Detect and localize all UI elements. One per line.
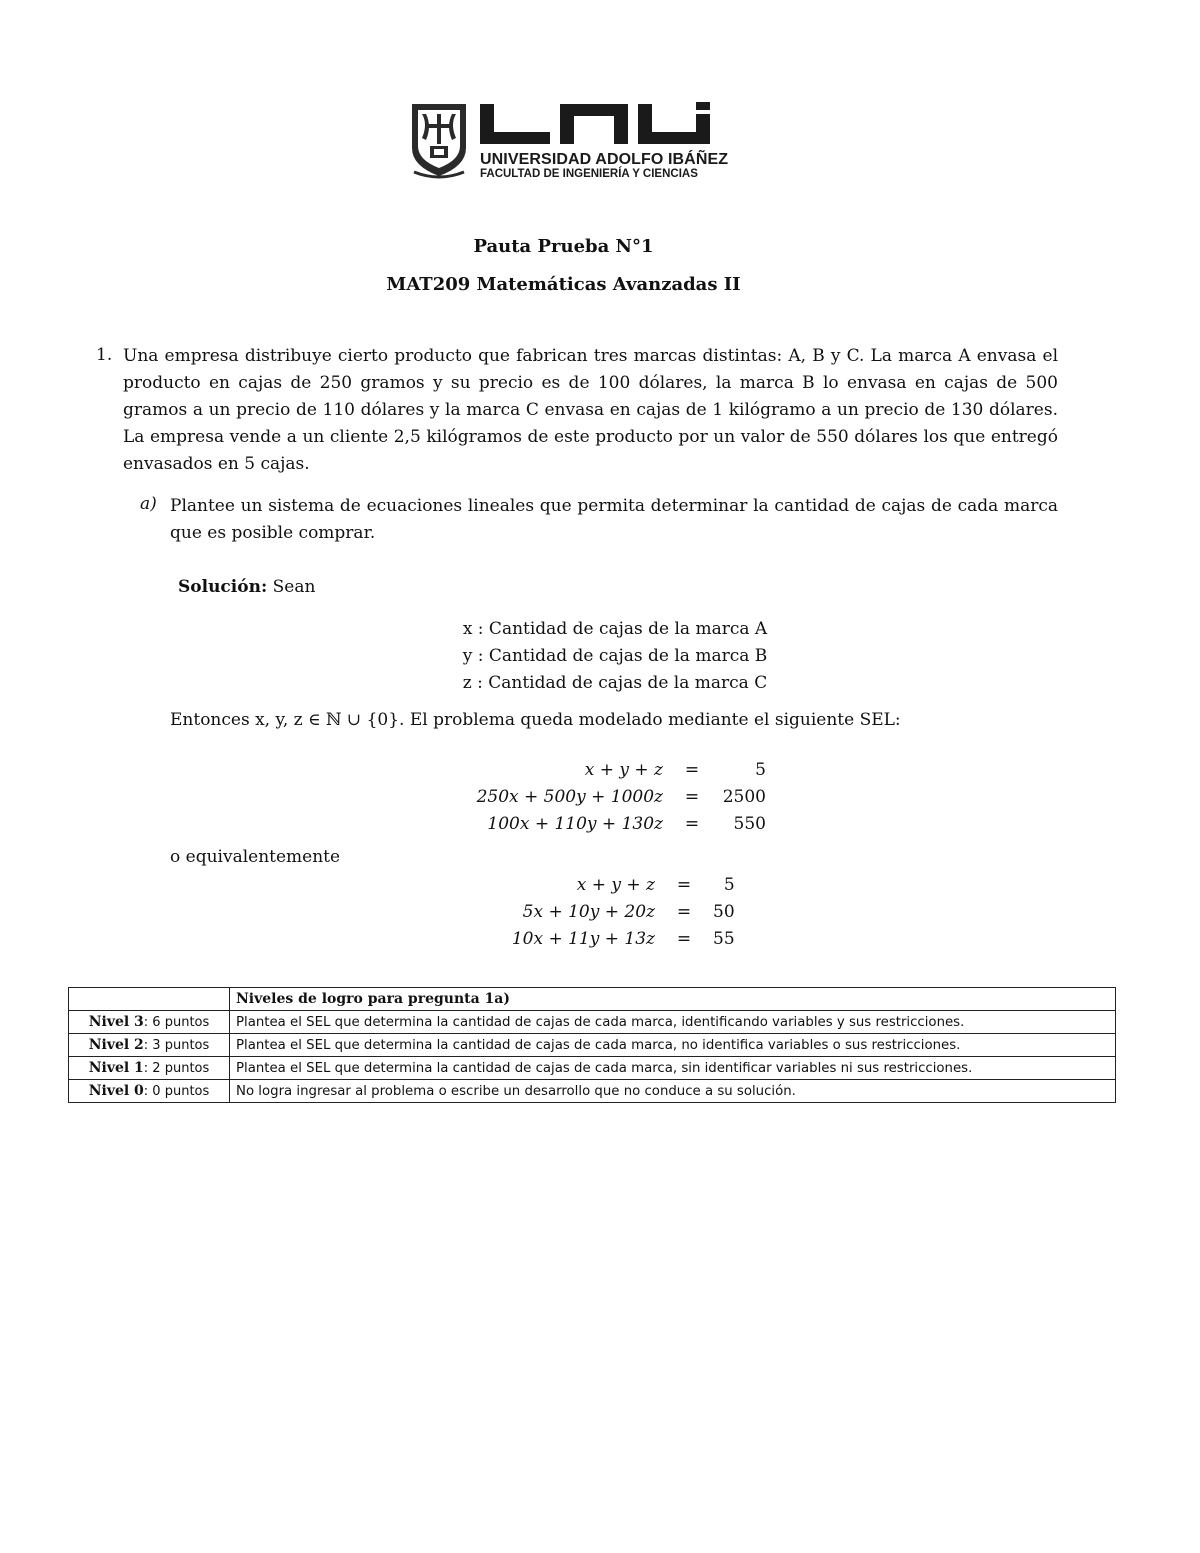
equation-lhs: 250x + 500y + 1000z	[476, 786, 663, 807]
equals-sign: =	[676, 928, 692, 949]
rubric-level-cell	[69, 1011, 230, 1034]
equation-row	[440, 810, 766, 837]
level-description: No logra ingresar al problema o escribe un desarrollo que no conduce a su solución.	[230, 1080, 1116, 1103]
university-logo	[408, 100, 728, 184]
equation-lhs: 5x + 10y + 20z	[522, 901, 655, 922]
rubric-header: Niveles de logro para pregunta 1a)	[230, 988, 1116, 1011]
level-description: Plantea el SEL que determina la cantidad de cajas de cada marca, no identifica variables o sus restricciones.	[230, 1034, 1116, 1057]
level-points: : 2 puntos	[143, 1061, 210, 1076]
equation-rhs: 5	[723, 874, 735, 895]
definition-x: x : Cantidad de cajas de la marca A	[462, 619, 768, 639]
question-text: Una empresa distribuye cierto producto que fabrican tres marcas distintas: A, B y C. La marca A envasa el producto en cajas de 250 gramos y su precio es de 100 dólares, la marca B lo envasa en cajas de 500 gramos a un precio de 110 dólares y la marca C envasa en cajas de 1 kilógramo a un precio de 130 dólares. La empresa vende a un cliente 2,5 kilógramos de este producto por un valor de 550 dólares los que entregó envasados en 5 cajas.	[123, 346, 1058, 474]
crest-icon	[408, 100, 470, 180]
rubric-corner-cell	[69, 988, 230, 1011]
equation-row	[440, 783, 766, 810]
equals-sign: =	[684, 759, 700, 780]
rubric-level-cell	[69, 1034, 230, 1057]
level-description: Plantea el SEL que determina la cantidad de cajas de cada marca, sin identificar variables ni sus restricciones.	[230, 1057, 1116, 1080]
equation-row	[440, 871, 735, 898]
equation-lhs: x + y + z	[584, 759, 663, 780]
rubric-level-cell	[69, 1080, 230, 1103]
level-description: Plantea el SEL que determina la cantidad de cajas de cada marca, identificando variables y sus restricciones.	[230, 1011, 1116, 1034]
equals-sign: =	[676, 874, 692, 895]
rubric-header-row	[69, 988, 1116, 1011]
equation-row	[440, 925, 735, 952]
solution-label: Solución:	[178, 577, 268, 597]
logo-university-name: UNIVERSIDAD ADOLFO IBÁÑEZ	[480, 151, 729, 168]
definition-z: z : Cantidad de cajas de la marca C	[462, 673, 768, 693]
equation-lhs: x + y + z	[576, 874, 655, 895]
equivalently-label: o equivalentemente	[170, 847, 341, 867]
equation-system-original	[440, 756, 766, 837]
equation-rhs: 2500	[722, 786, 766, 807]
question-number: 1.	[96, 345, 113, 365]
variable-definitions	[400, 616, 830, 697]
model-statement: Entonces x, y, z ∈ ℕ ∪ {0}. El problema queda modelado mediante el siguiente SEL:	[170, 710, 901, 730]
logo-faculty-name: FACULTAD DE INGENIERÍA Y CIENCIAS	[480, 168, 698, 180]
equals-sign: =	[684, 813, 700, 834]
solution-heading	[178, 577, 315, 597]
equation-row	[440, 898, 735, 925]
uai-wordmark-icon	[478, 100, 718, 148]
rubric-level-cell	[69, 1057, 230, 1080]
equation-rhs: 50	[713, 901, 735, 922]
part-a-text: Plantee un sistema de ecuaciones lineales que permita determinar la cantidad de cajas de cada marca que es posible comprar.	[170, 496, 1058, 543]
solution-intro: Sean	[272, 577, 316, 597]
level-name: Nivel 1	[88, 1060, 144, 1076]
equation-lhs: 100x + 110y + 130z	[487, 813, 663, 834]
equals-sign: =	[676, 901, 692, 922]
rubric-row	[69, 1080, 1116, 1103]
course-title: MAT209 Matemáticas Avanzadas II	[386, 274, 741, 295]
part-a-label: a)	[140, 494, 157, 514]
rubric-row	[69, 1057, 1116, 1080]
rubric-row	[69, 1011, 1116, 1034]
rubric-table	[68, 987, 1116, 1103]
level-points: : 3 puntos	[143, 1038, 210, 1053]
rubric-row	[69, 1034, 1116, 1057]
level-name: Nivel 2	[88, 1037, 144, 1053]
level-name: Nivel 0	[88, 1083, 144, 1099]
level-name: Nivel 3	[88, 1014, 144, 1030]
level-points: : 6 puntos	[143, 1015, 210, 1030]
level-points: : 0 puntos	[143, 1084, 210, 1099]
equation-row	[440, 756, 766, 783]
equation-rhs: 5	[755, 759, 766, 780]
page-title: Pauta Prueba N°1	[473, 236, 654, 257]
definition-y: y : Cantidad de cajas de la marca B	[462, 646, 768, 666]
equation-system-simplified	[440, 871, 735, 952]
equals-sign: =	[684, 786, 700, 807]
equation-lhs: 10x + 11y + 13z	[511, 928, 655, 949]
equation-rhs: 550	[733, 813, 766, 834]
equation-rhs: 55	[713, 928, 735, 949]
